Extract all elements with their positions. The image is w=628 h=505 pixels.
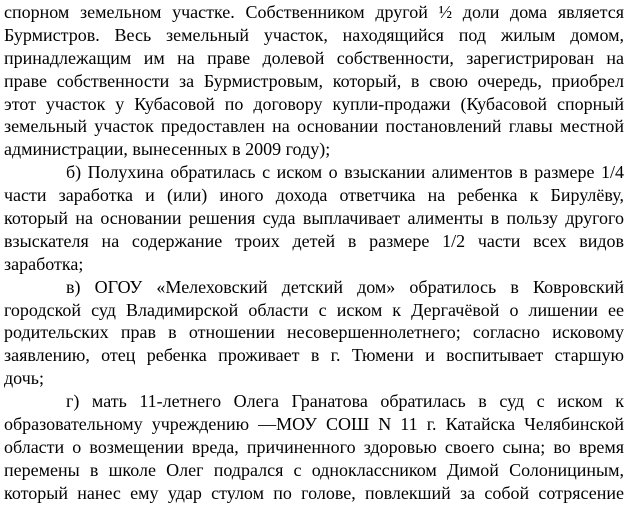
text-line: в) ОГОУ «Мелеховский детский дом» обратилось в Ковровский [66, 276, 624, 297]
paragraph-item-b [4, 161, 624, 275]
text-line: спорном земельном участке. Собственником другой ½ доли дома является [4, 2, 624, 22]
text-line: который нанес ему удар стулом по голове, повлекший за собой сотрясение [4, 482, 624, 503]
text-line: области о возмещении вреда, причиненного здоровью своего сына; во время [4, 436, 624, 457]
text-line: части заработка и (или) иного дохода ответчика на ребенка к Бирулёву, [4, 185, 624, 206]
text-line: который на основании решения суда выплачивает алименты в пользу другого [4, 208, 624, 229]
text-line: администрации, вынесенных в 2009 году); [4, 139, 331, 160]
text-line: г) мать 11-летнего Олега Гранатова обратилась в суд с иском к [66, 391, 624, 412]
text-line: родительских прав в отношении несовершеннолетнего; согласно исковому [4, 322, 624, 343]
text-line: праве собственности за Бурмистровым, который, в свою очередь, приобрел [4, 70, 624, 91]
paragraph-continuation [4, 1, 624, 161]
text-line: перемены в школе Олег подрался с одноклассником Димой Солонициным, [4, 459, 624, 480]
text-line: Бурмистров. Весь земельный участок, находящийся под жилым домом, [4, 24, 624, 45]
text-line: взыскателя на содержание троих детей в размере 1/2 части всех видов [4, 230, 624, 251]
text-line: этот участок у Кубасовой по договору купли-продажи (Кубасовой спорный [4, 93, 624, 114]
text-line: принадлежащим им на праве долевой собственности, зарегистрирован на [4, 47, 624, 68]
paragraph-item-v [4, 276, 624, 390]
paragraph-item-g [4, 390, 624, 504]
text-line: образовательному учреждению —МОУ СОШ N 11 г. Катайска Челябинской [4, 414, 624, 435]
text-line: земельный участок предоставлен на основании постановлений главы местной [4, 116, 624, 137]
text-line: б) Полухина обратилась с иском о взыскании алиментов в размере 1/4 [66, 162, 624, 183]
document-page [4, 1, 624, 505]
text-line: заявлению, отец ребенка проживает в г. Тюмени и воспитывает старшую [4, 345, 624, 366]
text-line: дочь; [4, 368, 44, 389]
text-line: заработка; [4, 253, 84, 274]
text-line: городской суд Владимирской области с иском к Дергачёвой о лишении ее [4, 299, 624, 320]
